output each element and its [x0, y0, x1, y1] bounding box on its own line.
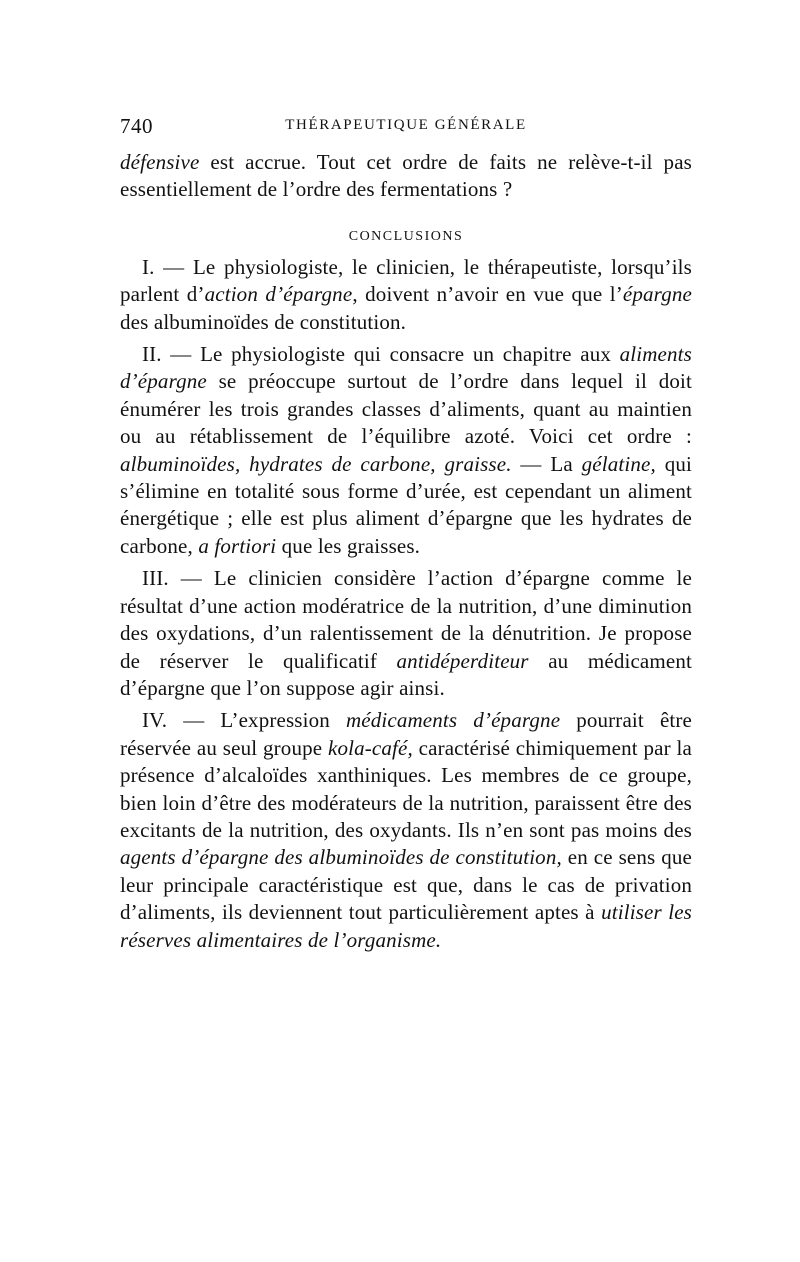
- c3-text-1: III. — Le clinicien considère l’action d’épargne comme le résultat d’une action modératrice de la nutrition, d’une diminution des oxydations, d’un ralentissement de la dénutrition. Je propose de réserver le qualificatif: [120, 566, 692, 673]
- c2-text-5: que les graisses.: [276, 533, 421, 558]
- c1-text-1: I. — Le physiologiste, le clinicien, le thérapeutiste, lorsqu’ils parlent d’: [120, 254, 692, 307]
- conclusion-3: [120, 565, 692, 702]
- c1-text-2: , doivent n’avoir en vue que l’: [352, 282, 623, 307]
- running-head: [120, 114, 692, 138]
- c1-italic-2: épargne: [622, 282, 692, 307]
- c2-italic-2: albuminoïdes, hydrates de carbone, graisse.: [120, 451, 512, 476]
- c4-italic-2: kola-café,: [327, 735, 413, 760]
- c2-text-2: se préoccupe surtout de l’ordre dans lequel il doit énumérer les trois grandes classes d’aliments, quant au maintien ou au rétablissement de l’équilibre azoté. Voici cet ordre :: [120, 369, 692, 449]
- conclusion-1: [120, 254, 692, 336]
- c2-text-1: II. — Le physiologiste qui consacre un chapitre aux: [142, 342, 620, 367]
- c2-text-3: — La: [511, 451, 582, 476]
- c1-italic-1: action d’épargne: [204, 282, 353, 307]
- intro-italic: défensive: [120, 150, 200, 174]
- c4-italic-3: agents d’épargne des albuminoïdes de constitution,: [120, 845, 562, 870]
- c2-italic-3: gélatine,: [581, 451, 656, 476]
- c2-italic-4: a fortiori: [198, 533, 277, 558]
- c4-text-4: en ce sens que leur principale caractéristique est que, dans le cas de privation d’aliments, ils deviennent tout particulièrement aptes à: [120, 845, 692, 925]
- page-number: 740: [120, 114, 153, 138]
- section-title-conclusions: CONCLUSIONS: [348, 228, 464, 244]
- c4-italic-4: utiliser les réserves alimentaires de l’organisme.: [120, 900, 693, 952]
- paragraph-intro: [120, 149, 692, 204]
- body-text: [120, 149, 692, 954]
- intro-text: est accrue. Tout cet ordre de faits ne relève-t-il pas essentiellement de l’ordre des fermentations ?: [120, 150, 692, 202]
- running-title: THÉRAPEUTIQUE GÉNÉRALE: [285, 117, 527, 133]
- c2-italic-1: aliments d’épargne: [120, 342, 692, 394]
- c4-text-1: IV. — L’expression: [142, 708, 346, 733]
- c3-italic-1: antidéperditeur: [396, 648, 529, 673]
- c3-text-2: au médicament d’épargne que l’on suppose agir ainsi.: [120, 648, 692, 700]
- conclusion-2: [120, 341, 692, 560]
- c4-text-2: pourrait être réservée au seul groupe: [120, 708, 693, 760]
- conclusion-4: [120, 707, 692, 954]
- c2-text-4: qui s’élimine en totalité sous forme d’urée, est cependant un aliment énergétique ; elle est plus aliment d’épargne que les hydrates de carbone,: [120, 451, 692, 558]
- c1-text-3: des albuminoïdes de constitution.: [120, 309, 407, 334]
- c4-text-3: caractérisé chimiquement par la présence d’alcaloïdes xanthiniques. Les membres de ce groupe, bien loin d’être des modérateurs de la nutrition, paraissent être des excitants de la nutrition, des oxydants. Ils n’en sont pas moins des: [120, 735, 692, 842]
- c4-italic-1: médicaments d’épargne: [345, 708, 561, 733]
